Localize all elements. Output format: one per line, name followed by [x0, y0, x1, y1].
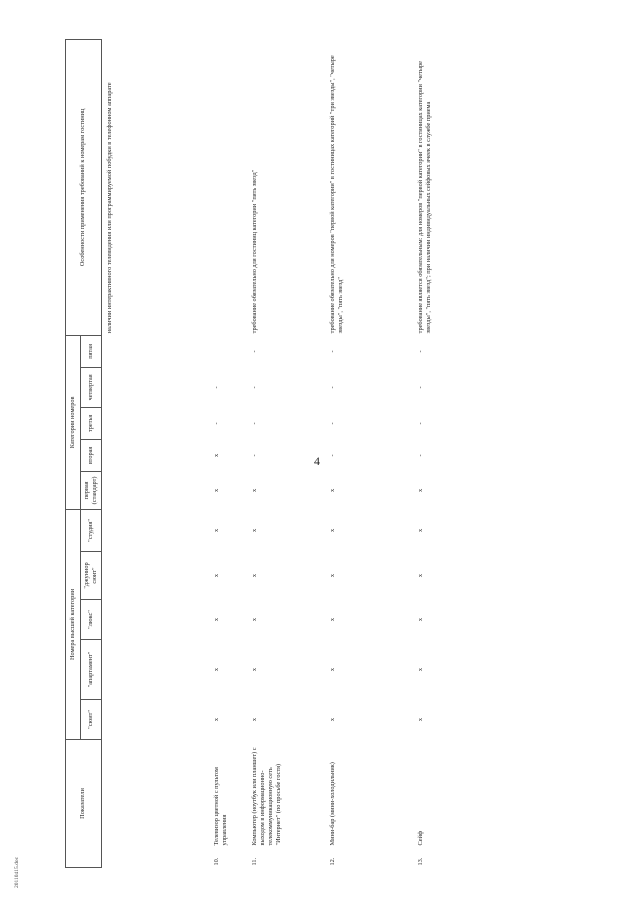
table-row [325, 39, 413, 867]
document-filename: 20110415.doc [14, 856, 20, 888]
mark-third: - [416, 422, 424, 425]
mark-third: - [250, 422, 258, 425]
mark-studio [102, 509, 209, 551]
mark-lux: x [212, 617, 220, 622]
mark-suite: x [250, 717, 258, 722]
mark-fourth: - [250, 386, 258, 389]
mark-fourth [102, 367, 209, 407]
mark-second: - [250, 454, 258, 457]
mark-first: x [212, 488, 220, 492]
mark-third [102, 407, 209, 439]
mark-first: x [250, 488, 258, 492]
mark-lux [102, 599, 209, 639]
indicators-header: Показатели [66, 739, 102, 867]
table-row [209, 39, 247, 867]
table-row [413, 39, 533, 867]
mark-first: x [328, 488, 336, 492]
col-header-apartment: "апартамент" [81, 639, 102, 699]
page-number: 4 [314, 454, 320, 468]
mark-studio: x [250, 528, 258, 533]
row-label: Телевизор цветной с пультом управления [212, 767, 228, 846]
mark-apartment: x [328, 667, 336, 672]
mark-fifth: - [250, 350, 258, 353]
mark-fifth: - [416, 350, 424, 353]
features-header: Особенности применения требований к номерам гостиниц [66, 39, 102, 335]
mark-fifth: - [328, 350, 336, 353]
mark-apartment: x [416, 667, 424, 672]
mark-second [102, 439, 209, 471]
col-header-first: первая (стандарт) [81, 471, 102, 509]
mark-junior-suite: x [212, 573, 220, 578]
mark-junior-suite [102, 551, 209, 599]
room-categories-header: Категории номеров [66, 335, 81, 509]
higher-category-header: Номера высшей категории [66, 509, 81, 739]
row-number: 12. [328, 857, 336, 866]
mark-lux: x [250, 617, 258, 622]
mark-fourth: - [212, 386, 220, 389]
mark-junior-suite: x [416, 573, 424, 578]
row-number [102, 848, 209, 868]
row-number: 11. [250, 857, 258, 866]
mark-fourth: - [328, 386, 336, 389]
mark-suite [102, 699, 209, 739]
row-number: 13. [416, 857, 424, 866]
mark-junior-suite: x [328, 573, 336, 578]
mark-suite: x [212, 717, 220, 722]
col-header-fifth: пятая [81, 335, 102, 367]
row-note: требование является обязательным: для номеров "первой категории" в гостиницах категории "четыре звезды", "пять звезд"; при наличии индивидуальных сейфовых ячеек в службе приема [416, 61, 432, 334]
col-header-suite: "сюит" [81, 699, 102, 739]
mark-third: - [328, 422, 336, 425]
row-label: Мини-бар (мини-холодильник) [328, 762, 336, 846]
col-header-second: вторая [81, 439, 102, 471]
mark-studio: x [212, 528, 220, 533]
mark-second: - [416, 454, 424, 457]
row-label [102, 739, 209, 847]
mark-studio: x [328, 528, 336, 533]
mark-junior-suite: x [250, 573, 258, 578]
requirements-table-rotated [65, 40, 600, 868]
mark-apartment: x [250, 667, 258, 672]
mark-fourth: - [416, 386, 424, 389]
mark-studio: x [416, 528, 424, 533]
row-note: требование обязательно для гостиниц категории "пять звезд" [250, 169, 258, 334]
row-note: требование обязательно для номеров "первой категории" в гостиницах категорий "три звезды", "четыре звезды", "пять звезд" [328, 55, 344, 334]
mark-first [102, 471, 209, 509]
row-label: Компьютер (ноутбук или планшет) с выходом в информационно-телекоммуникационную сеть "Интернет" (по просьбе гостя) [250, 747, 283, 846]
row-number: 10. [212, 857, 220, 866]
mark-suite: x [328, 717, 336, 722]
mark-second: - [328, 454, 336, 457]
requirements-table [65, 39, 533, 868]
mark-third: - [212, 422, 220, 425]
col-header-third: третья [81, 407, 102, 439]
mark-lux: x [416, 617, 424, 622]
col-header-studio: "студия" [81, 509, 102, 551]
mark-first: x [416, 488, 424, 492]
col-header-junior-suite: "джуниор сюит" [81, 551, 102, 599]
row-label: Сейф [416, 830, 424, 846]
col-header-lux: "люкс" [81, 599, 102, 639]
mark-suite: x [416, 717, 424, 722]
mark-apartment [102, 639, 209, 699]
table-row [102, 39, 209, 867]
row-note: наличии интерактивного телевидения или программируемой побудки в телефонном аппарате [106, 82, 113, 334]
mark-fifth [102, 335, 209, 367]
mark-fifth [209, 335, 247, 367]
col-header-fourth: четвертая [81, 367, 102, 407]
mark-lux: x [328, 617, 336, 622]
row-note [209, 39, 247, 335]
mark-apartment: x [212, 667, 220, 672]
mark-second: x [212, 453, 220, 457]
table-row [247, 39, 325, 867]
